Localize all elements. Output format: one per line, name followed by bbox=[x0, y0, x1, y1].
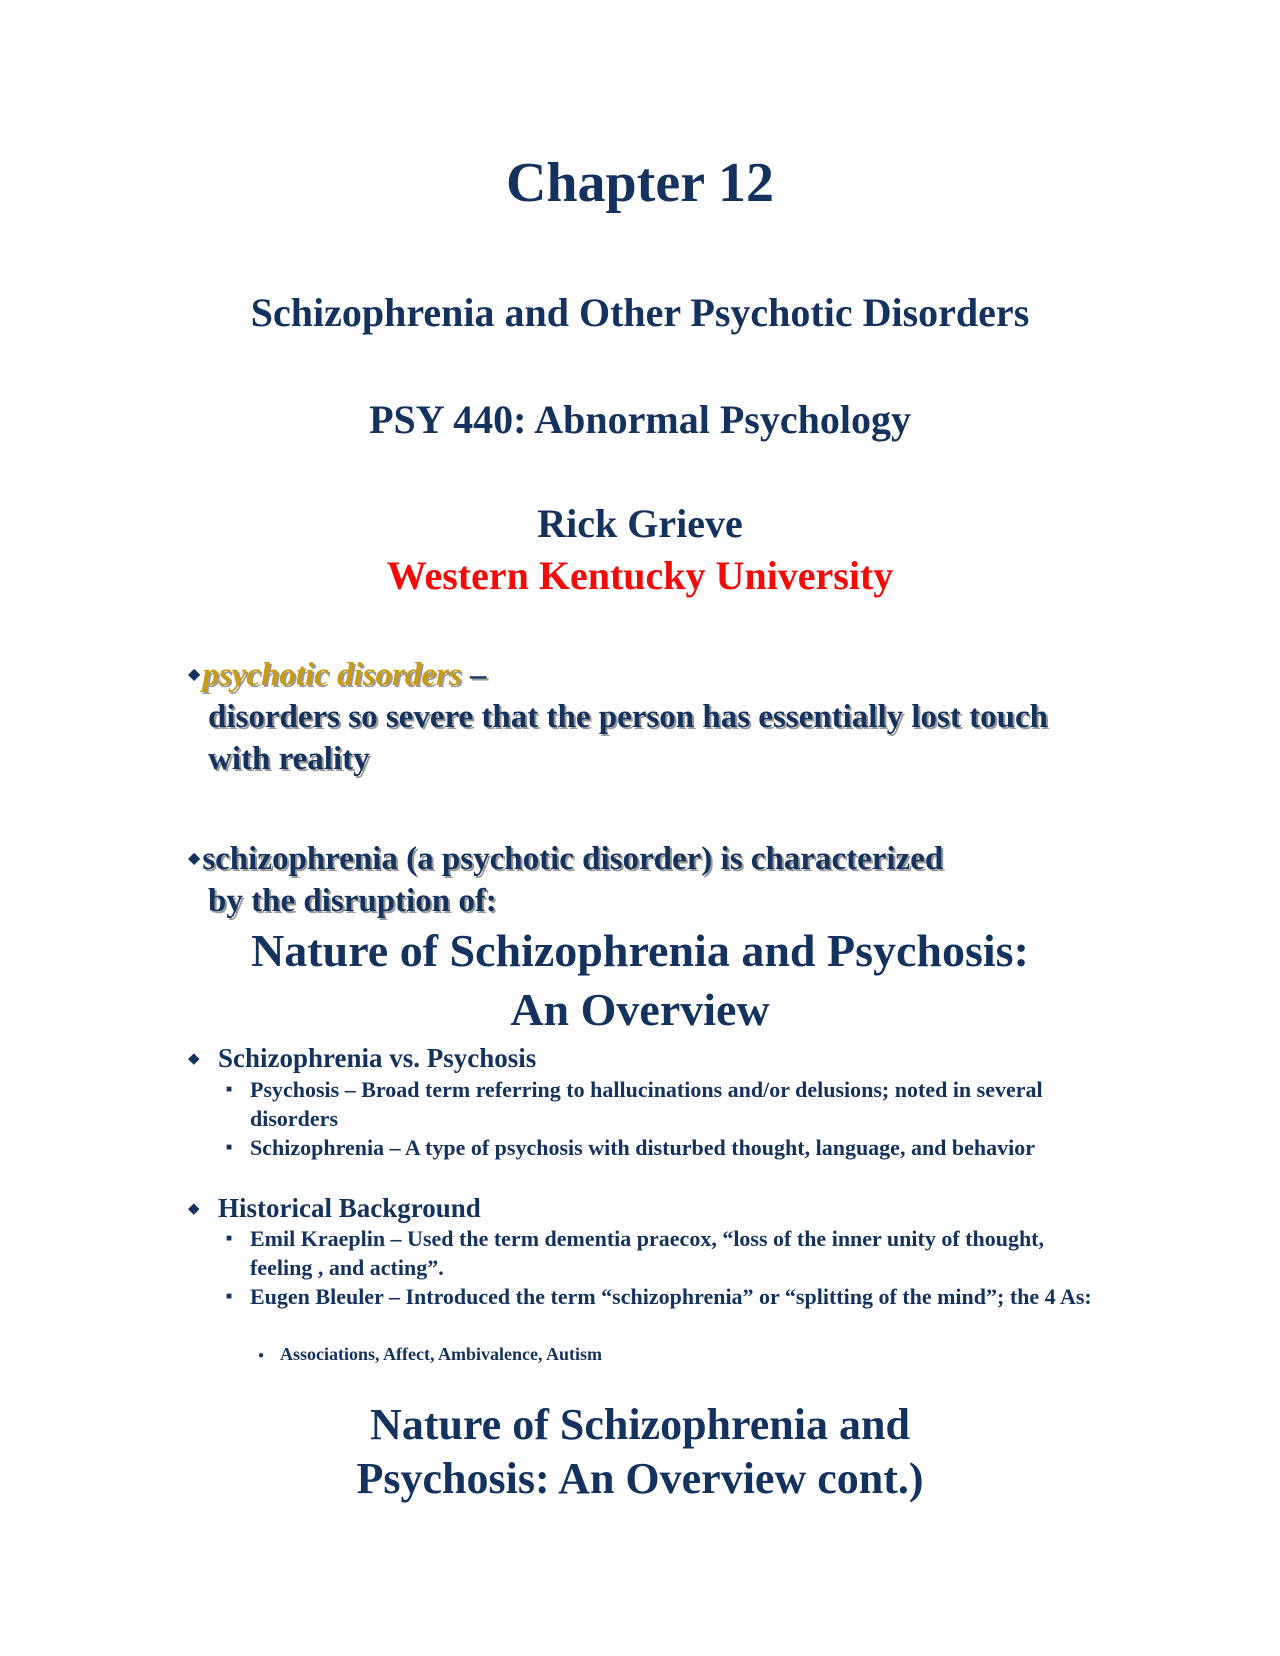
diamond-bullet-icon: ◆ bbox=[188, 666, 201, 683]
section-heading: Historical Background bbox=[218, 1193, 481, 1223]
list-item-level2 bbox=[226, 1133, 1110, 1162]
university-name: Western Kentucky University bbox=[386, 553, 894, 598]
continued-title-line-2: Psychosis: An Overview cont.) bbox=[356, 1454, 924, 1503]
overview-title-line-2: An Overview bbox=[510, 984, 770, 1035]
chapter-subtitle: Schizophrenia and Other Psychotic Disorders bbox=[250, 290, 1030, 335]
list-item-text: Psychosis – Broad term referring to hallucinations and/or delusions; noted in several disorders bbox=[250, 1077, 1043, 1131]
section-heading: Schizophrenia vs. Psychosis bbox=[218, 1043, 537, 1073]
list-item-text: Emil Kraeplin – Used the term dementia praecox, “loss of the inner unity of thought, feeling , and acting”. bbox=[250, 1226, 1045, 1280]
continued-title-line-1: Nature of Schizophrenia and bbox=[370, 1400, 910, 1449]
list-item-level3 bbox=[258, 1342, 602, 1368]
circle-bullet-icon: ● bbox=[258, 1350, 265, 1361]
diamond-bullet-icon: ◆ bbox=[188, 1201, 200, 1217]
definition-text: disorders so severe that the person has essentially lost touch with reality bbox=[208, 699, 1048, 777]
diamond-bullet-icon: ◆ bbox=[188, 1051, 200, 1067]
list-item-level2 bbox=[226, 1224, 1110, 1282]
list-item-level1 bbox=[188, 1191, 481, 1226]
list-item-text: Schizophrenia – A type of psychosis with disturbed thought, language, and behavior bbox=[250, 1135, 1036, 1160]
list-item-level1 bbox=[188, 1041, 536, 1076]
psychotic-disorders-definition bbox=[188, 654, 1088, 780]
list-item-text: Associations, Affect, Ambivalence, Autism bbox=[280, 1344, 602, 1364]
chapter-title: Chapter 12 bbox=[505, 152, 775, 214]
list-item-level2 bbox=[226, 1075, 1110, 1133]
diamond-bullet-icon: ◆ bbox=[188, 850, 201, 867]
square-bullet-icon: ■ bbox=[226, 1233, 233, 1244]
definition-dash: – bbox=[461, 657, 487, 693]
definition-term: psychotic disorders bbox=[202, 657, 462, 693]
author-name: Rick Grieve bbox=[537, 501, 743, 546]
list-item-text: Eugen Bleuler – Introduced the term “schizophrenia” or “splitting of the mind”; the 4 As: bbox=[250, 1284, 1092, 1309]
square-bullet-icon: ■ bbox=[226, 1291, 233, 1302]
schizophrenia-intro bbox=[188, 838, 1088, 922]
schizophrenia-intro-line-2: by the disruption of: bbox=[208, 883, 497, 919]
schizophrenia-intro-line-1: schizophrenia (a psychotic disorder) is characterized bbox=[202, 841, 944, 877]
list-item-level2 bbox=[226, 1282, 1110, 1311]
square-bullet-icon: ■ bbox=[226, 1142, 233, 1153]
square-bullet-icon: ■ bbox=[226, 1084, 233, 1095]
course-name: PSY 440: Abnormal Psychology bbox=[369, 397, 911, 442]
overview-title-line-1: Nature of Schizophrenia and Psychosis: bbox=[251, 925, 1029, 976]
